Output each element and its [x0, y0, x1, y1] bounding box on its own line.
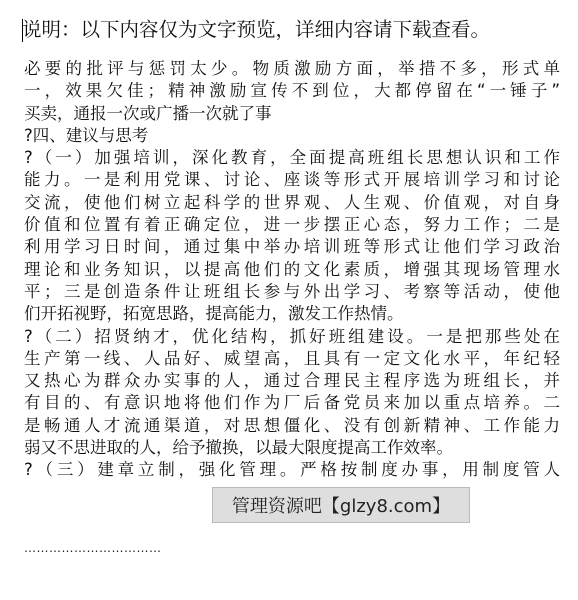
- text-line: 必要的批评与惩罚太少。物质激励方面，举措不多，形式单: [24, 59, 560, 78]
- text-line: 又热心为群众办实事的人，通过合理民主程序选为班组长，并: [24, 371, 560, 391]
- text-line: 交流，使他们树立起科学的世界观、人生观、价值观，对自身: [24, 192, 560, 212]
- text-line: 价值和位置有着正确定位，进一步摆正心态，努力工作；二是: [24, 215, 560, 235]
- watermark-banner: 管理资源吧【glzy8.com】: [212, 487, 470, 523]
- document-body: [24, 58, 560, 482]
- text-line: 利用学习日时间，通过集中举办培训班等形式让他们学习政治: [24, 237, 560, 257]
- text-line: 理论和业务知识，以提高他们的文化素质，增强其现场管理水: [24, 259, 560, 279]
- text-line: 生产第一线、人品好、威望高，且具有一定文化水平，年纪轻: [24, 348, 560, 368]
- text-line: 平；三是创造条件让班组长参与外出学习、考察等活动，使他: [24, 281, 560, 301]
- section-heading: ?四、建议与思考: [24, 125, 149, 145]
- preview-notice: 说明：以下内容仅为文字预览，详细内容请下载查看。: [22, 18, 491, 41]
- text-line: ?（二）招贤纳才，优化结构，抓好班组建设。一是把那些处在: [24, 326, 560, 346]
- text-line: 弱又不思进取的人，给予撤换，以最大限度提高工作效率。: [24, 438, 453, 458]
- text-line: 能力。一是利用党课、讨论、座谈等形式开展培训学习和讨论: [24, 170, 560, 190]
- text-line: 买卖，通报一次或广播一次就了事: [24, 103, 272, 123]
- text-line: 一，效果欠佳；精神激励宣传不到位，大都停留在“一锤子”: [24, 81, 560, 101]
- text-line: 是畅通人才流通渠道，对思想僵化、没有创新精神、工作能力: [24, 415, 560, 435]
- text-line: ?（一）加强培训，深化教育，全面提高班组长思想认识和工作: [24, 148, 560, 168]
- text-line: 们开拓视野，拓宽思路，提高能力，激发工作热情。: [24, 304, 404, 324]
- text-line: 有目的、有意识地将他们作为厂后备党员来加以重点培养。二: [24, 393, 560, 413]
- text-line: ?（三）建章立制，强化管理。严格按制度办事，用制度管人: [24, 460, 560, 480]
- continuation-dots: ……………………………: [24, 541, 162, 555]
